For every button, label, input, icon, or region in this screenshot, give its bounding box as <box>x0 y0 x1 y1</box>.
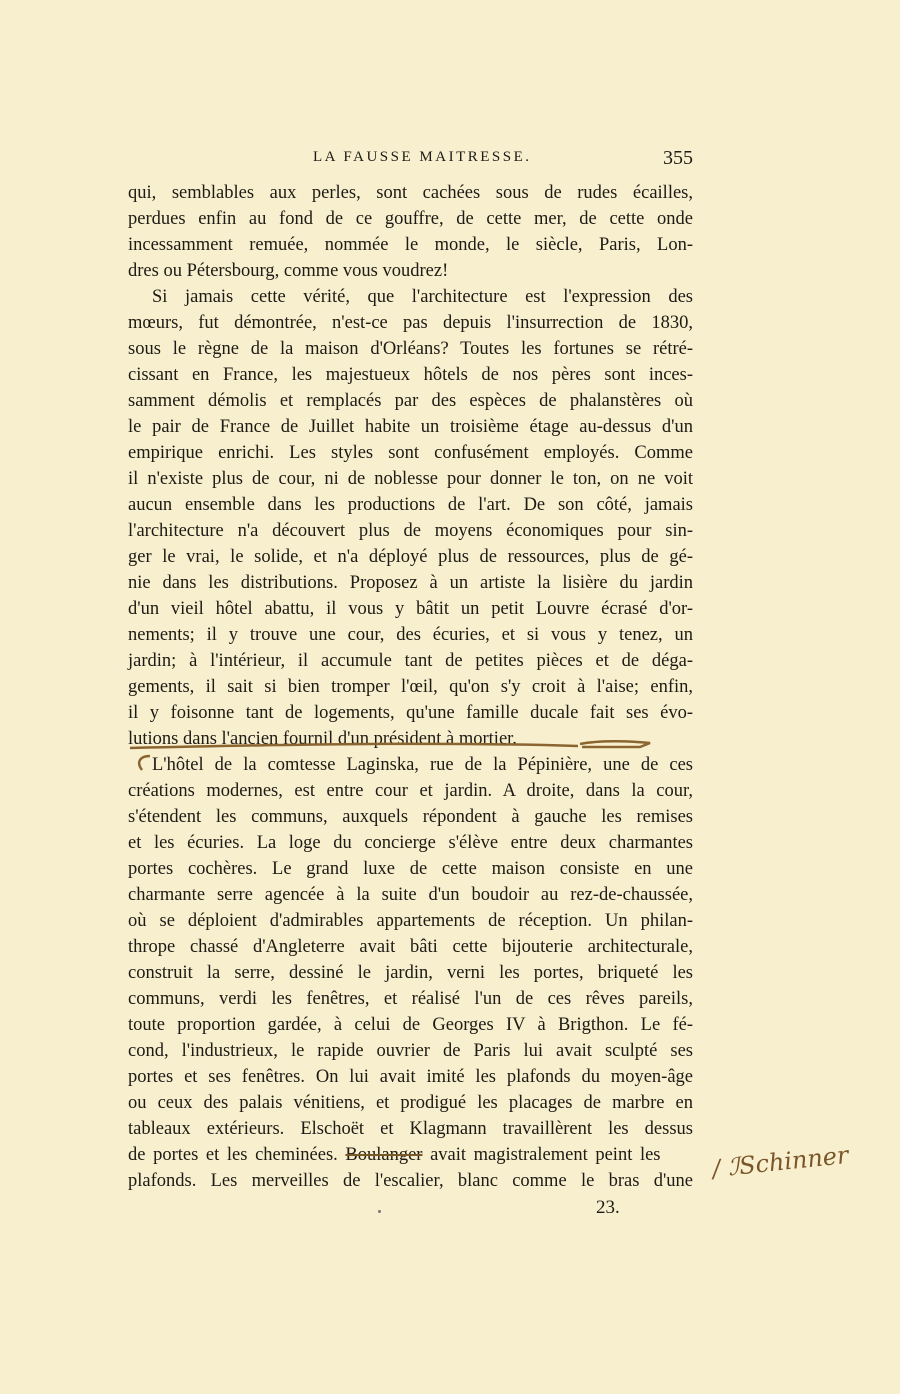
text-line: gements, il sait si bien tromper l'œil, qu'on s'y croit à l'aise; enfin, <box>128 677 693 697</box>
text-line: lutions dans l'ancien fournil d'un président à mortier. <box>128 729 517 749</box>
text-line: incessamment remuée, nommée le monde, le siècle, Paris, Lon- <box>128 235 693 255</box>
text-line: tableaux extérieurs. Elschoët et Klagmann travaillèrent les dessus <box>128 1119 693 1139</box>
text-line: il n'existe plus de cour, ni de noblesse pour donner le ton, on ne voit <box>128 469 693 489</box>
text-line: ou ceux des palais vénitiens, et prodigué les placages de marbre en <box>128 1093 693 1113</box>
page-number: 355 <box>663 147 693 169</box>
text-line: il y foisonne tant de logements, qu'une famille ducale fait ses évo- <box>128 703 693 723</box>
text-line: nements; il y trouve une cour, des écuries, et si vous y tenez, un <box>128 625 693 645</box>
text-line: sous le règne de la maison d'Orléans? Toutes les fortunes se rétré- <box>128 339 693 359</box>
handwritten-signature: / ℐSchinner <box>710 1140 850 1184</box>
running-header <box>128 147 693 173</box>
text-segment: avait magistralement peint les <box>430 1145 661 1165</box>
text-line: jardin; à l'intérieur, il accumule tant de petites pièces et de déga- <box>128 651 693 671</box>
signature-folio: 23. <box>596 1197 620 1218</box>
text-line: thrope chassé d'Angleterre avait bâti cette bijouterie architecturale, <box>128 937 693 957</box>
text-line: empirique enrichi. Les styles sont confusément employés. Comme <box>128 443 693 463</box>
text-line: L'hôtel de la comtesse Laginska, rue de la Pépinière, une de ces <box>152 755 693 775</box>
text-line: aucun ensemble dans les productions de l'art. De son côté, jamais <box>128 495 693 515</box>
text-line: créations modernes, est entre cour et jardin. A droite, dans la cour, <box>128 781 693 801</box>
text-line: Si jamais cette vérité, que l'architecture est l'expression des <box>152 287 693 307</box>
struck-word: Boulanger <box>345 1145 423 1165</box>
text-line: l'architecture n'a découvert plus de moyens économiques pour sin- <box>128 521 693 541</box>
text-line: communs, verdi les fenêtres, et réalisé l'un de ces rêves pareils, <box>128 989 693 1009</box>
text-line: dres ou Pétersbourg, comme vous voudrez! <box>128 261 449 281</box>
text-line: ger le vrai, le solide, et n'a déployé plus de ressources, plus de gé- <box>128 547 693 567</box>
text-line: mœurs, fut démontrée, n'est-ce pas depuis l'insurrection de 1830, <box>128 313 693 333</box>
text-line: s'étendent les communs, auxquels répondent à gauche les remises <box>128 807 693 827</box>
running-title: LA FAUSSE MAITRESSE. <box>313 149 532 165</box>
text-line: plafonds. Les merveilles de l'escalier, blanc comme le bras d'une <box>128 1171 693 1191</box>
text-line: qui, semblables aux perles, sont cachées sous de rudes écailles, <box>128 183 693 203</box>
text-line: le pair de France de Juillet habite un troisième étage au-dessus d'un <box>128 417 693 437</box>
text-line: portes et ses fenêtres. On lui avait imité les plafonds du moyen-âge <box>128 1067 693 1087</box>
text-line: portes cochères. Le grand luxe de cette maison consiste en une <box>128 859 693 879</box>
text-line: où se déploient d'admirables appartements de réception. Un philan- <box>128 911 693 931</box>
text-line: cond, l'industrieux, le rapide ouvrier de Paris lui avait sculpté ses <box>128 1041 693 1061</box>
text-line: samment démolis et remplacés par des espèces de phalanstères où <box>128 391 693 411</box>
text-segment: de portes et les cheminées. <box>128 1145 338 1165</box>
text-line: et les écuries. La loge du concierge s'élève entre deux charmantes <box>128 833 693 853</box>
page-body <box>128 180 693 1194</box>
text-line: cissant en France, les majestueux hôtels de nos pères sont inces- <box>128 365 693 385</box>
text-line <box>128 1142 693 1168</box>
text-line: construit la serre, dessiné le jardin, verni les portes, briqueté les <box>128 963 693 983</box>
text-line: charmante serre agencée à la suite d'un boudoir au rez-de-chaussée, <box>128 885 693 905</box>
ink-speck <box>378 1210 381 1213</box>
text-line: toute proportion gardée, à celui de Georges IV à Brigthon. Le fé- <box>128 1015 693 1035</box>
text-line: nie dans les distributions. Proposez à un artiste la lisière du jardin <box>128 573 693 593</box>
text-line: d'un vieil hôtel abattu, il vous y bâtit un petit Louvre écrasé d'or- <box>128 599 693 619</box>
text-line: perdues enfin au fond de ce gouffre, de cette mer, de cette onde <box>128 209 693 229</box>
